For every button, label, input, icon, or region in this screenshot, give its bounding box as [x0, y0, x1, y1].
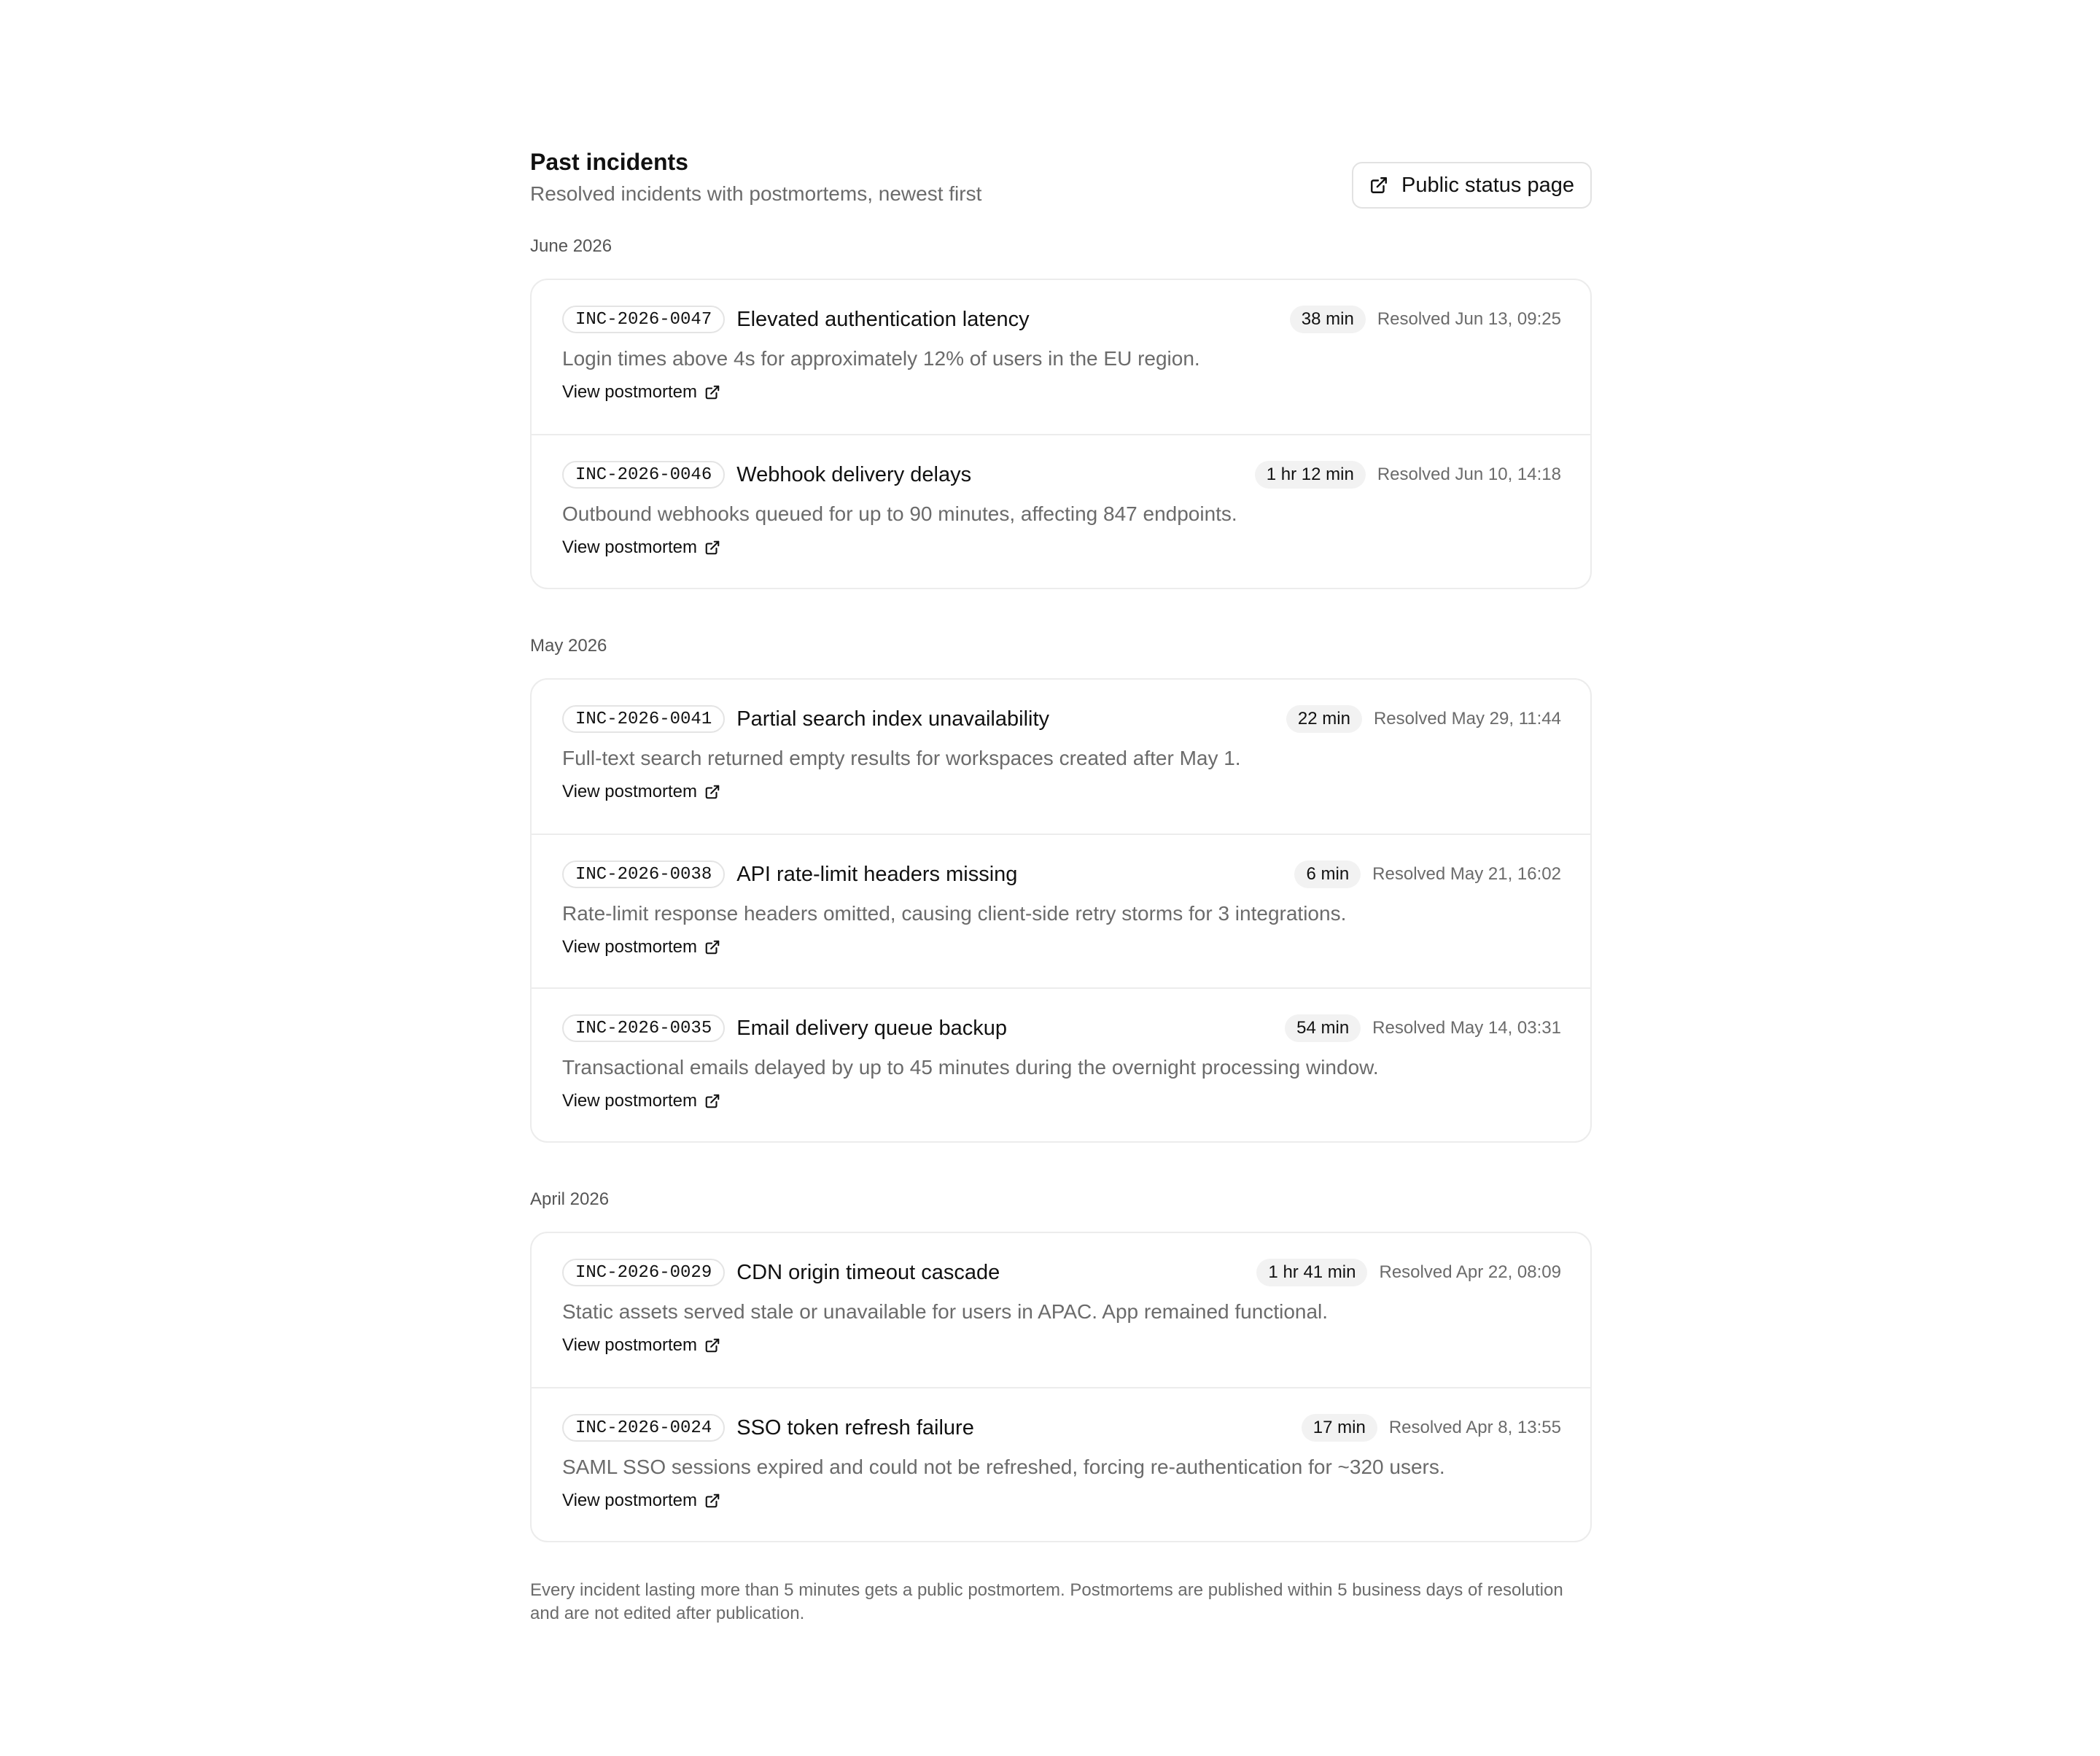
- public-status-page-button[interactable]: [1352, 162, 1592, 209]
- duration-badge: 38 min: [1290, 306, 1366, 333]
- view-postmortem-label: View postmortem: [562, 537, 697, 557]
- incident-id-badge: INC-2026-0038: [562, 860, 725, 888]
- incident-item: [532, 280, 1590, 434]
- incident-id-badge: INC-2026-0024: [562, 1414, 725, 1442]
- incident-list-card: [530, 279, 1592, 589]
- incident-id-badge: INC-2026-0047: [562, 306, 725, 333]
- view-postmortem-link[interactable]: [562, 379, 720, 405]
- view-postmortem-link[interactable]: [562, 1488, 720, 1514]
- duration-badge: 54 min: [1285, 1014, 1361, 1042]
- month-group: [530, 235, 1592, 589]
- incident-description: SAML SSO sessions expired and could not be refreshed, forcing re-authentication for ~320 users.: [562, 1456, 1445, 1478]
- view-postmortem-label: View postmortem: [562, 1491, 697, 1510]
- duration-badge: 1 hr 41 min: [1256, 1259, 1367, 1286]
- incident-id-badge: INC-2026-0041: [562, 705, 725, 733]
- view-postmortem-link[interactable]: [562, 535, 720, 561]
- external-link-icon: [1369, 176, 1388, 195]
- incident-header: [562, 460, 1561, 489]
- duration-badge: 17 min: [1302, 1414, 1377, 1442]
- incident-title: Partial search index unavailability: [736, 707, 1050, 731]
- resolved-timestamp: Resolved Jun 13, 09:25: [1377, 309, 1561, 329]
- incident-header: [562, 704, 1561, 734]
- incident-header: [562, 305, 1561, 334]
- view-postmortem-link[interactable]: [562, 934, 720, 960]
- duration-badge: 1 hr 12 min: [1255, 461, 1366, 489]
- view-postmortem-link[interactable]: [562, 1332, 720, 1359]
- public-status-page-label: Public status page: [1401, 173, 1574, 197]
- incident-description: Transactional emails delayed by up to 45 minutes during the overnight processing window.: [562, 1056, 1379, 1079]
- incident-header: [562, 860, 1561, 889]
- incident-item: [532, 834, 1590, 987]
- incident-description: Rate-limit response headers omitted, causing client-side retry storms for 3 integrations.: [562, 902, 1347, 925]
- incident-description: Outbound webhooks queued for up to 90 minutes, affecting 847 endpoints.: [562, 502, 1237, 525]
- incident-header: [562, 1413, 1561, 1442]
- external-link-icon: [704, 540, 720, 556]
- incident-item: [532, 987, 1590, 1141]
- incident-description: Static assets served stale or unavailable for users in APAC. App remained functional.: [562, 1300, 1329, 1323]
- view-postmortem-link[interactable]: [562, 1088, 720, 1114]
- month-label: April 2026: [530, 1189, 610, 1209]
- external-link-icon: [704, 1093, 720, 1109]
- view-postmortem-label: View postmortem: [562, 382, 697, 402]
- resolved-timestamp: Resolved Apr 22, 08:09: [1379, 1262, 1561, 1282]
- resolved-timestamp: Resolved Jun 10, 14:18: [1377, 465, 1561, 484]
- resolved-timestamp: Resolved May 29, 11:44: [1373, 709, 1561, 729]
- month-group: [530, 634, 1592, 1143]
- incident-item: [532, 434, 1590, 588]
- incident-item: [532, 1233, 1590, 1387]
- month-label: June 2026: [530, 236, 612, 256]
- duration-badge: 22 min: [1286, 705, 1362, 733]
- page-subtitle: Resolved incidents with postmortems, newest first: [530, 182, 982, 205]
- view-postmortem-label: View postmortem: [562, 937, 697, 957]
- incident-title: Email delivery queue backup: [736, 1016, 1008, 1040]
- incident-list-card: [530, 678, 1592, 1143]
- incident-item: [532, 680, 1590, 834]
- past-incidents-page: [530, 133, 1592, 1625]
- incident-title: Elevated authentication latency: [736, 307, 1030, 331]
- view-postmortem-link[interactable]: [562, 779, 720, 805]
- resolved-timestamp: Resolved May 14, 03:31: [1372, 1018, 1561, 1038]
- resolved-timestamp: Resolved May 21, 16:02: [1372, 864, 1561, 884]
- external-link-icon: [704, 1337, 720, 1353]
- incident-description: Login times above 4s for approximately 12% of users in the EU region.: [562, 347, 1200, 370]
- incident-title: SSO token refresh failure: [736, 1415, 974, 1440]
- incident-header: [562, 1258, 1561, 1287]
- resolved-timestamp: Resolved Apr 8, 13:55: [1388, 1418, 1561, 1437]
- incident-id-badge: INC-2026-0035: [562, 1014, 725, 1042]
- incident-id-badge: INC-2026-0046: [562, 461, 725, 489]
- month-group: [530, 1188, 1592, 1542]
- page-header: [530, 133, 1592, 235]
- incident-title: CDN origin timeout cascade: [736, 1260, 1000, 1284]
- incident-header: [562, 1014, 1561, 1043]
- incident-description: Full-text search returned empty results for workspaces created after May 1.: [562, 747, 1241, 769]
- incident-title: Webhook delivery delays: [736, 462, 972, 486]
- incident-id-badge: INC-2026-0029: [562, 1259, 725, 1286]
- incident-title: API rate-limit headers missing: [736, 862, 1018, 886]
- incident-groups: [530, 235, 1592, 1542]
- duration-badge: 6 min: [1294, 860, 1361, 888]
- external-link-icon: [704, 939, 720, 955]
- footer-note: Every incident lasting more than 5 minutes gets a public postmortem. Postmortems are published within 5 business days of resolution and are not edited after publication.: [530, 1580, 1563, 1623]
- view-postmortem-label: View postmortem: [562, 782, 697, 801]
- external-link-icon: [704, 1493, 720, 1509]
- external-link-icon: [704, 384, 720, 400]
- view-postmortem-label: View postmortem: [562, 1335, 697, 1355]
- view-postmortem-label: View postmortem: [562, 1091, 697, 1111]
- external-link-icon: [704, 784, 720, 800]
- page-title: Past incidents: [530, 149, 688, 175]
- incident-item: [532, 1387, 1590, 1541]
- incident-list-card: [530, 1232, 1592, 1542]
- month-label: May 2026: [530, 636, 607, 656]
